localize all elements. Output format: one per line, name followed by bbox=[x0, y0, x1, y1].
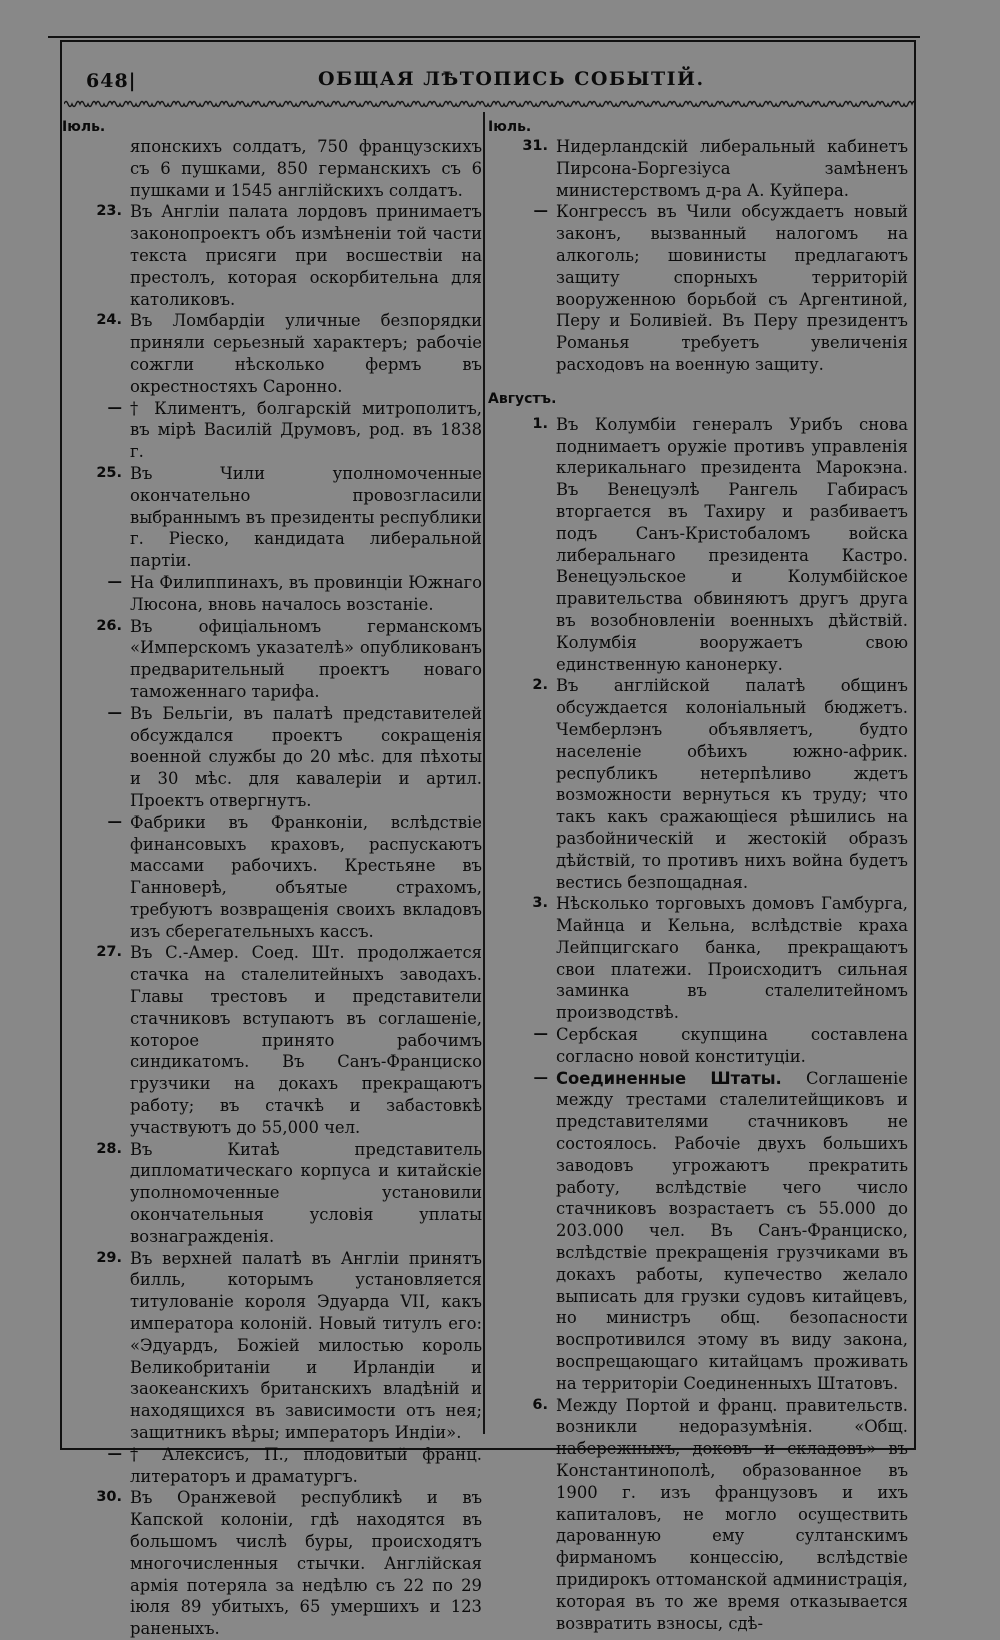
entry-date: 27. bbox=[96, 944, 122, 961]
entry-date: 30. bbox=[96, 1489, 122, 1506]
right-july-entries bbox=[488, 136, 908, 376]
entry-date: — bbox=[533, 1069, 548, 1086]
chronicle-entry bbox=[62, 616, 482, 703]
entry-text: Соглашеніе между трестами сталелитейщиковъ и представителями стачниковъ не состоялось. Рабочіе двухъ большихъ заводовъ угрожаютъ прекратить работу, вслѣдствіе чего число стачниковъ возрастаетъ съ 55.000 до 203.000 чел. Въ Санъ-Франциско, вслѣдствіе прекращенія грузчиками въ докахъ работы, купечество желало выписать для грузки судовъ китайцевъ, но министръ общ. безопасности воспротивился этому въ виду закона, воспрещающаго китайцамъ проживать на территоріи Соединенныхъ Штатовъ. bbox=[556, 1068, 908, 1393]
wavy-divider bbox=[64, 98, 914, 110]
entry-text: Фабрики въ Франконіи, вслѣдствіе финансовыхъ краховъ, распускаютъ массами рабочихъ. Крестьяне въ Ганноверѣ, объятые страхомъ, требуютъ возвращенія своихъ вкладовъ изъ сберегательныхъ кассъ. bbox=[130, 812, 482, 941]
entry-text: Въ офиціальномъ германскомъ «Имперскомъ указателѣ» опубликованъ предварительный проектъ новаго таможеннаго тарифа. bbox=[130, 616, 482, 701]
entry-text: Нѣсколько торговыхъ домовъ Гамбурга, Майнца и Кельна, вслѣдствіе краха Лейпцигскаго банка, прекращаютъ свои платежи. Происходитъ сильная заминка въ сталелитейномъ производствѣ. bbox=[556, 894, 908, 1023]
page-header bbox=[86, 64, 906, 100]
chronicle-entry bbox=[488, 1024, 908, 1068]
entry-text: На Филиппинахъ, въ провинціи Южнаго Люсона, вновь началось возстаніе. bbox=[130, 572, 482, 614]
entry-date: — bbox=[107, 573, 122, 590]
chronicle-entry bbox=[62, 703, 482, 812]
entry-text: Въ англійской палатѣ общинъ обсуждается колоніальный бюджетъ. Чемберлэнъ объявляетъ, будто населеніе обѣихъ южно-африк. республикъ нетерпѣливо ждетъ возможности вернуться къ труду; что такъ какъ сражающіеся рѣшились на разбойническій и жестокій образъ дѣйствій, то противъ нихъ война будетъ вестись безпощадная. bbox=[556, 676, 908, 892]
entry-text: † Климентъ, болгарскій митрополитъ, въ мірѣ Василій Друмовъ, род. въ 1838 г. bbox=[130, 398, 482, 462]
entry-date: 26. bbox=[96, 617, 122, 634]
entry-text: † Алексисъ, П., плодовитый франц. литераторъ и драматургъ. bbox=[130, 1444, 482, 1486]
entry-text: Нидерландскій либеральный кабинетъ Пирсона-Боргезіуса замѣненъ министерствомъ д-ра А. Куйпера. bbox=[556, 137, 908, 200]
entry-date: 28. bbox=[96, 1140, 122, 1157]
entry-text: Въ Англіи палата лордовъ принимаетъ законопроектъ объ измѣненіи той части текста присяги при восшествіи на престолъ, которая оскорбительна для католиковъ. bbox=[130, 202, 482, 309]
entry-text: Между Портой и франц. правительств. возникли недоразумѣнія. «Общ. набережныхъ, доковъ и складовъ» въ Константинополѣ, образованное въ 1900 г. изъ французовъ и ихъ капиталовъ, не могло осуществить дарованную ему султанскимъ фирманомъ концессію, вслѣдствіе придирокъ оттоманской администрація, которая въ то же время отказывается возвратить взносы, сдѣ- bbox=[556, 1395, 908, 1633]
entry-date: 31. bbox=[522, 138, 548, 154]
chronicle-entry bbox=[62, 136, 482, 201]
entry-date: 2. bbox=[532, 677, 548, 694]
entry-date: 23. bbox=[96, 203, 122, 220]
month-label-august: Августъ. bbox=[488, 390, 557, 407]
chronicle-entry bbox=[62, 463, 482, 572]
chronicle-entry bbox=[62, 1487, 482, 1640]
entry-date: — bbox=[533, 203, 548, 220]
running-title: ОБЩАЯ ЛѢТОПИСЬ СОБЫТІЙ. bbox=[318, 68, 705, 90]
entry-text: японскихъ солдатъ, 750 французскихъ съ 6 пушками, 850 германскихъ съ 6 пушками и 1545 англійскихъ солдатъ. bbox=[130, 137, 482, 200]
entry-text: Въ С.-Амер. Соед. Шт. продолжается стачка на сталелитейныхъ заводахъ. Главы трестовъ и представители стачниковъ вступаютъ въ соглашеніе, которое принято рабочимъ синдикатомъ. Въ Санъ-Франциско грузчики на докахъ прекращаютъ работу; въ стачкѣ и забастовкѣ участвуютъ до 55,000 чел. bbox=[130, 943, 482, 1137]
entry-date: — bbox=[107, 399, 122, 416]
chronicle-entry bbox=[62, 398, 482, 463]
entry-date: 1. bbox=[532, 415, 548, 432]
entry-date: 6. bbox=[532, 1396, 548, 1413]
entry-date: — bbox=[533, 1026, 548, 1043]
month-label: Іюль. bbox=[62, 119, 106, 135]
left-column bbox=[62, 118, 482, 1640]
entry-text: Въ Чили уполномоченные окончательно провозгласили выбраннымъ въ президенты республики г. Ріеско, кандидата либеральной партіи. bbox=[130, 463, 482, 571]
entry-date: 29. bbox=[96, 1249, 122, 1266]
entry-text: Въ Колумбіи генералъ Урибъ снова поднимаетъ оружіе противъ управленія клерикальнаго президента Марокэна. Въ Венецуэлѣ Рангель Габирасъ вторгается въ Тахиру и разбиваетъ подъ Санъ-Кристобаломъ войска либеральнаго президента Кастро. Венецуэльское и Колумбійское правительства обвиняютъ другъ друга въ возобновленіи военныхъ дѣйствій. Колумбія вооружаетъ свою единственную канонерку. bbox=[556, 414, 908, 674]
entry-text: Въ Бельгіи, въ палатѣ представителей обсуждался проектъ сокращенія военной службы до 20 мѣс. для пѣхоты и 30 мѣс. для кавалеріи и артил. Проектъ отвергнутъ. bbox=[130, 703, 482, 810]
entry-text: Конгрессъ въ Чили обсуждаетъ новый законъ, вызванный налогомъ на алкоголь; шовинисты предлагаютъ защиту спорныхъ территорій вооруженною борьбой съ Аргентиной, Перу и Боливіей. Въ Перу президентъ Романья требуетъ увеличенія расходовъ на военную защиту. bbox=[556, 202, 908, 374]
chronicle-entry bbox=[62, 201, 482, 310]
chronicle-entry bbox=[62, 1248, 482, 1444]
chronicle-entry bbox=[488, 1395, 908, 1635]
entry-heading: Соединенные Штаты. bbox=[556, 1068, 806, 1088]
month-label: Іюль. bbox=[488, 119, 532, 135]
chronicle-entry bbox=[488, 136, 908, 201]
entry-date: — bbox=[107, 1445, 122, 1462]
right-column bbox=[488, 118, 908, 1634]
chronicle-entry bbox=[488, 1068, 908, 1395]
left-entries bbox=[62, 136, 482, 1640]
chronicle-entry bbox=[488, 893, 908, 1024]
entry-date: 25. bbox=[96, 464, 122, 481]
chronicle-entry bbox=[62, 812, 482, 943]
chronicle-entry bbox=[488, 201, 908, 375]
entry-date: 24. bbox=[96, 312, 122, 329]
chronicle-entry bbox=[62, 942, 482, 1138]
top-rule bbox=[48, 36, 920, 38]
entry-text: Въ верхней палатѣ въ Англіи принятъ билль, которымъ установляется титулованіе короля Эдуарда VII, какъ императора колоній. Новый титулъ его: «Эдуардъ, Божіей милостью король Великобританіи и Ирландіи и заокеанскихъ британскихъ владѣній и находящихся въ зависимости отъ нея; защитникъ вѣры; императоръ Индіи». bbox=[130, 1248, 482, 1443]
chronicle-entry bbox=[62, 572, 482, 616]
entry-date: 3. bbox=[532, 895, 548, 912]
chronicle-entry bbox=[488, 675, 908, 893]
chronicle-entry bbox=[62, 310, 482, 397]
entry-text: Сербская скупщина составлена согласно новой конституціи. bbox=[556, 1025, 908, 1066]
column-divider bbox=[483, 112, 485, 1434]
chronicle-entry bbox=[62, 1444, 482, 1488]
entry-text: Въ Оранжевой республикѣ и въ Капской колоніи, гдѣ находятся въ большомъ числѣ буры, происходятъ многочисленныя стычки. Англійская армія потеряла за недѣлю съ 22 по 29 іюля 89 убитыхъ, 65 умершихъ и 123 раненыхъ. bbox=[130, 1488, 482, 1639]
entry-text: Въ Китаѣ представитель дипломатическаго корпуса и китайскіе уполномоченные установили окончательныя условія уплаты вознагражденія. bbox=[130, 1139, 482, 1246]
chronicle-entry bbox=[488, 414, 908, 676]
entry-date: — bbox=[107, 813, 122, 830]
entry-date: — bbox=[107, 704, 122, 721]
chronicle-entry bbox=[62, 1139, 482, 1248]
entry-text: Въ Ломбардіи уличные безпорядки приняли серьезный характеръ; рабочіе сожгли нѣсколько фермъ въ окрестностяхъ Саронно. bbox=[130, 311, 482, 396]
right-august-entries bbox=[488, 414, 908, 1635]
page-number: 648| bbox=[86, 70, 137, 92]
